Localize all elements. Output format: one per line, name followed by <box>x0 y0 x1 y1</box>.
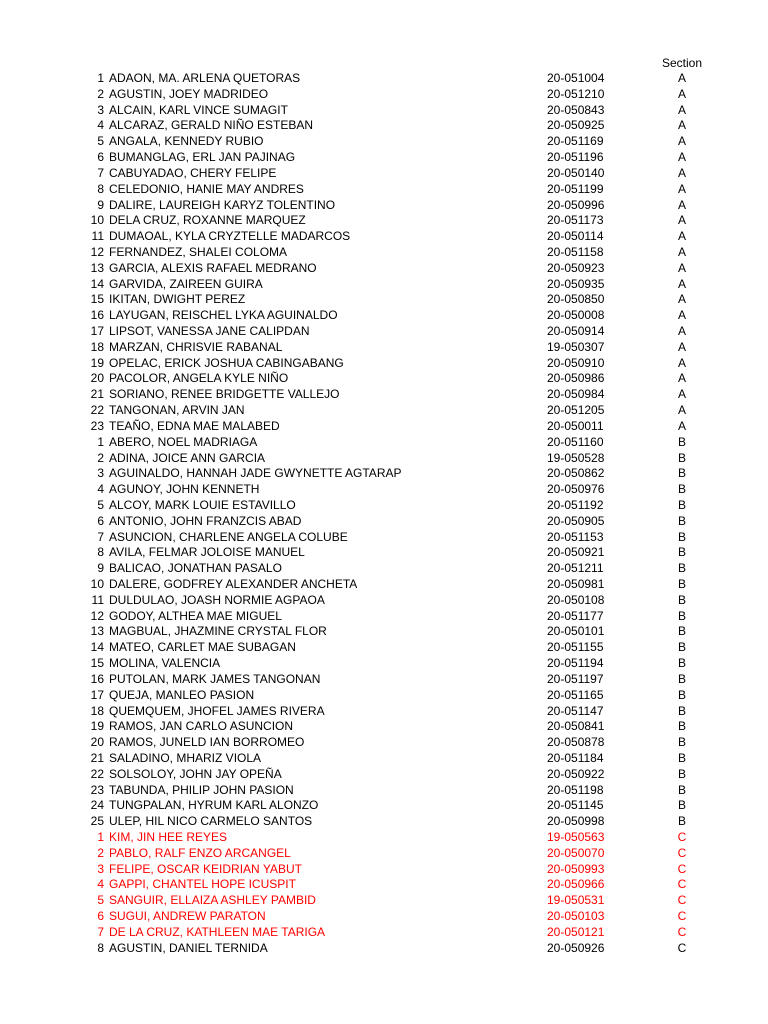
row-number: 14 <box>90 276 104 291</box>
student-id: 20-050140 <box>547 165 605 180</box>
section-cell: C <box>677 877 687 892</box>
row-number: 4 <box>97 877 104 892</box>
student-name: GARVIDA, ZAIREEN GUIRA <box>109 276 263 291</box>
table-row <box>0 530 768 546</box>
student-name: GODOY, ALTHEA MAE MIGUEL <box>109 608 282 623</box>
section-cell: B <box>677 703 686 718</box>
row-number: 12 <box>90 608 104 623</box>
student-id: 20-051169 <box>547 134 604 149</box>
student-id: 20-050008 <box>547 308 605 323</box>
table-row <box>0 498 768 514</box>
section-cell: A <box>677 86 686 101</box>
row-number: 15 <box>90 292 104 307</box>
student-id: 20-051211 <box>547 561 604 576</box>
row-number: 11 <box>91 592 104 607</box>
student-name: TEAÑO, EDNA MAE MALABED <box>109 418 280 433</box>
table-row <box>0 277 768 293</box>
row-number: 23 <box>90 782 104 797</box>
table-row <box>0 846 768 862</box>
student-id: 19-050528 <box>547 450 605 465</box>
table-row <box>0 798 768 814</box>
student-id: 20-051177 <box>547 608 604 623</box>
row-number: 22 <box>90 766 104 781</box>
student-id: 20-051158 <box>547 244 604 259</box>
section-cell: A <box>677 292 686 307</box>
section-cell: B <box>677 513 686 528</box>
section-cell: C <box>677 924 687 939</box>
row-number: 6 <box>97 513 104 528</box>
row-number: 25 <box>90 814 104 829</box>
section-cell: A <box>677 71 686 85</box>
student-name: ALCAIN, KARL VINCE SUMAGIT <box>109 102 288 117</box>
student-id: 20-051147 <box>547 703 604 718</box>
table-row <box>0 182 768 198</box>
student-id: 20-050922 <box>547 766 605 781</box>
student-name: GAPPI, CHANTEL HOPE ICUSPIT <box>109 877 296 892</box>
section-cell: B <box>677 592 686 607</box>
section-cell: B <box>677 814 686 829</box>
table-row <box>0 387 768 403</box>
student-name: ANGALA, KENNEDY RUBIO <box>109 134 264 149</box>
table-row <box>0 166 768 182</box>
student-id: 20-050981 <box>547 577 605 591</box>
row-number: 2 <box>97 86 104 101</box>
row-number: 10 <box>90 213 104 228</box>
row-number: 13 <box>90 260 104 275</box>
row-number: 14 <box>90 640 104 655</box>
student-name: SALADINO, MHARIZ VIOLA <box>109 750 262 765</box>
student-id: 20-050878 <box>547 735 605 750</box>
row-number: 1 <box>97 434 104 449</box>
table-row <box>0 150 768 166</box>
section-cell: B <box>677 719 686 734</box>
student-name: DULDULAO, JOASH NORMIE AGPAOA <box>109 592 325 607</box>
row-number: 16 <box>90 308 104 323</box>
table-row <box>0 482 768 498</box>
student-name: AGUSTIN, JOEY MADRIDEO <box>109 86 269 101</box>
row-number: 9 <box>97 561 104 576</box>
student-name: LIPSOT, VANESSA JANE CALIPDAN <box>109 324 310 338</box>
table-row <box>0 198 768 214</box>
section-cell: A <box>677 339 686 354</box>
section-cell: A <box>677 102 686 117</box>
table-row <box>0 941 768 957</box>
student-id: 20-050966 <box>547 877 605 892</box>
student-name: ALCARAZ, GERALD NIÑO ESTEBAN <box>109 118 314 133</box>
table-row <box>0 134 768 150</box>
student-id: 20-050935 <box>547 276 605 291</box>
row-number: 1 <box>97 71 104 85</box>
section-cell: C <box>677 845 687 860</box>
section-column-header: Section <box>661 56 703 70</box>
section-cell: A <box>677 260 686 275</box>
table-row <box>0 909 768 925</box>
section-cell: B <box>677 482 686 497</box>
table-row <box>0 704 768 720</box>
student-name: MATEO, CARLET MAE SUBAGAN <box>109 640 296 655</box>
row-number: 16 <box>90 671 104 686</box>
table-row <box>0 292 768 308</box>
section-cell: B <box>677 608 686 623</box>
section-cell: C <box>677 893 687 908</box>
section-cell: A <box>677 276 686 291</box>
row-number: 19 <box>90 719 104 734</box>
section-cell: B <box>677 735 686 750</box>
student-id: 20-050011 <box>547 418 604 433</box>
student-name: ASUNCION, CHARLENE ANGELA COLUBE <box>109 529 348 544</box>
section-cell: B <box>677 450 686 465</box>
row-number: 21 <box>90 387 104 402</box>
table-row <box>0 545 768 561</box>
table-row <box>0 466 768 482</box>
section-cell: B <box>677 671 686 686</box>
section-cell: A <box>677 418 686 433</box>
section-cell: A <box>677 229 686 244</box>
section-cell: A <box>677 387 686 402</box>
row-number: 5 <box>97 893 104 908</box>
row-number: 19 <box>90 355 104 370</box>
section-cell: A <box>677 213 686 228</box>
row-number: 1 <box>97 830 104 844</box>
row-number: 17 <box>90 324 104 338</box>
student-name: MOLINA, VALENCIA <box>109 656 221 671</box>
table-row <box>0 403 768 419</box>
table-row <box>0 245 768 261</box>
student-id: 20-051197 <box>547 671 604 686</box>
section-cell: B <box>677 434 686 449</box>
student-name: DALERE, GODFREY ALEXANDER ANCHETA <box>109 577 358 591</box>
student-name: PABLO, RALF ENZO ARCANGEL <box>109 845 291 860</box>
student-id: 20-050925 <box>547 118 605 133</box>
row-number: 2 <box>97 450 104 465</box>
table-row <box>0 561 768 577</box>
row-number: 8 <box>97 181 104 196</box>
student-name: SANGUIR, ELLAIZA ASHLEY PAMBID <box>109 893 316 908</box>
section-cell: C <box>677 909 687 924</box>
student-id: 20-050843 <box>547 102 605 117</box>
table-header <box>0 55 768 71</box>
table-row <box>0 514 768 530</box>
student-id: 20-050914 <box>547 324 605 338</box>
row-number: 9 <box>97 197 104 212</box>
row-number: 24 <box>90 798 104 813</box>
row-number: 5 <box>97 134 104 149</box>
student-name: AGUSTIN, DANIEL TERNIDA <box>109 940 268 955</box>
student-id: 20-050984 <box>547 387 605 402</box>
row-number: 7 <box>97 165 104 180</box>
table-row <box>0 877 768 893</box>
section-cell: B <box>677 466 686 481</box>
section-cell: A <box>677 118 686 133</box>
student-id: 20-050921 <box>547 545 605 560</box>
row-number: 8 <box>97 940 104 955</box>
student-name: ULEP, HIL NICO CARMELO SANTOS <box>109 814 313 829</box>
table-row <box>0 419 768 435</box>
student-id: 20-051155 <box>547 640 604 655</box>
section-cell: A <box>677 244 686 259</box>
student-name: BUMANGLAG, ERL JAN PAJINAG <box>109 150 296 165</box>
row-number: 6 <box>97 909 104 924</box>
student-id: 20-051198 <box>547 782 604 797</box>
student-id: 20-050993 <box>547 861 605 876</box>
student-name: ABERO, NOEL MADRIAGA <box>109 434 258 449</box>
table-row <box>0 814 768 830</box>
student-name: CELEDONIO, HANIE MAY ANDRES <box>109 181 304 196</box>
section-cell: C <box>677 861 687 876</box>
table-row <box>0 893 768 909</box>
student-id: 19-050531 <box>547 893 605 908</box>
table-row <box>0 213 768 229</box>
row-number: 18 <box>90 703 104 718</box>
student-name: DALIRE, LAUREIGH KARYZ TOLENTINO <box>109 197 336 212</box>
student-name: GARCIA, ALEXIS RAFAEL MEDRANO <box>109 260 317 275</box>
table-row <box>0 371 768 387</box>
table-row <box>0 735 768 751</box>
student-name: TUNGPALAN, HYRUM KARL ALONZO <box>109 798 319 813</box>
student-name: FELIPE, OSCAR KEIDRIAN YABUT <box>109 861 302 876</box>
student-name: DELA CRUZ, ROXANNE MARQUEZ <box>109 213 306 228</box>
student-name: MARZAN, CHRISVIE RABANAL <box>109 339 283 354</box>
student-name: LAYUGAN, REISCHEL LYKA AGUINALDO <box>109 308 338 323</box>
student-name: QUEMQUEM, JHOFEL JAMES RIVERA <box>109 703 325 718</box>
section-cell: A <box>677 403 686 418</box>
student-name: AVILA, FELMAR JOLOISE MANUEL <box>109 545 305 560</box>
row-number: 15 <box>90 656 104 671</box>
section-cell: B <box>677 750 686 765</box>
student-name: PACOLOR, ANGELA KYLE NIÑO <box>109 371 289 386</box>
student-name: KIM, JIN HEE REYES <box>109 830 228 844</box>
table-row <box>0 640 768 656</box>
section-cell: A <box>677 355 686 370</box>
row-number: 2 <box>97 845 104 860</box>
table-row <box>0 229 768 245</box>
student-name: RAMOS, JUNELD IAN BORROMEO <box>109 735 305 750</box>
student-name: ANTONIO, JOHN FRANZCIS ABAD <box>109 513 302 528</box>
row-number: 21 <box>90 750 104 765</box>
row-number: 20 <box>90 735 104 750</box>
section-cell: B <box>677 624 686 639</box>
student-id: 20-050926 <box>547 940 605 955</box>
student-name: ADINA, JOICE ANN GARCIA <box>109 450 266 465</box>
student-id: 20-051192 <box>547 497 604 512</box>
row-number: 3 <box>97 466 104 481</box>
section-cell: A <box>677 165 686 180</box>
row-number: 4 <box>97 118 104 133</box>
student-name: AGUINALDO, HANNAH JADE GWYNETTE AGTARAP <box>109 466 402 481</box>
student-id: 20-051184 <box>547 750 604 765</box>
table-row <box>0 783 768 799</box>
student-id: 20-051210 <box>547 86 605 101</box>
table-row <box>0 87 768 103</box>
section-cell: B <box>677 545 686 560</box>
table-row <box>0 609 768 625</box>
student-id: 20-051196 <box>547 150 604 165</box>
table-row <box>0 688 768 704</box>
student-id: 20-051004 <box>547 71 605 85</box>
section-cell: A <box>677 308 686 323</box>
student-id: 20-051173 <box>547 213 604 228</box>
student-id: 20-050121 <box>547 924 605 939</box>
student-id: 20-051153 <box>547 529 604 544</box>
student-list <box>0 71 768 957</box>
table-row <box>0 435 768 451</box>
row-number: 3 <box>97 102 104 117</box>
student-name: SOLSOLOY, JOHN JAY OPEÑA <box>109 766 282 781</box>
row-number: 8 <box>97 545 104 560</box>
table-row <box>0 261 768 277</box>
student-name: AGUNOY, JOHN KENNETH <box>109 482 260 497</box>
table-row <box>0 925 768 941</box>
row-number: 13 <box>90 624 104 639</box>
section-cell: B <box>677 687 686 702</box>
table-row <box>0 767 768 783</box>
student-name: BALICAO, JONATHAN PASALO <box>109 561 282 576</box>
table-row <box>0 577 768 593</box>
student-id: 20-051165 <box>547 687 604 702</box>
student-name: ADAON, MA. ARLENA QUETORAS <box>109 71 301 85</box>
student-id: 19-050563 <box>547 830 605 844</box>
row-number: 11 <box>91 229 104 244</box>
table-row <box>0 593 768 609</box>
student-name: CABUYADAO, CHERY FELIPE <box>109 165 277 180</box>
section-cell: C <box>677 940 687 955</box>
table-row <box>0 118 768 134</box>
student-name: DE LA CRUZ, KATHLEEN MAE TARIGA <box>109 924 326 939</box>
student-id: 20-050976 <box>547 482 605 497</box>
row-number: 23 <box>90 418 104 433</box>
row-number: 20 <box>90 371 104 386</box>
section-cell: B <box>677 529 686 544</box>
student-name: MAGBUAL, JHAZMINE CRYSTAL FLOR <box>109 624 327 639</box>
student-name: QUEJA, MANLEO PASION <box>109 687 255 702</box>
student-id: 20-050923 <box>547 260 605 275</box>
student-name: SUGUI, ANDREW PARATON <box>109 909 266 924</box>
table-row <box>0 308 768 324</box>
section-cell: A <box>677 324 686 338</box>
table-row <box>0 71 768 87</box>
table-row <box>0 103 768 119</box>
student-name: TANGONAN, ARVIN JAN <box>109 403 245 418</box>
section-cell: A <box>677 181 686 196</box>
table-row <box>0 324 768 340</box>
section-cell: B <box>677 561 686 576</box>
student-id: 20-051205 <box>547 403 605 418</box>
table-row <box>0 340 768 356</box>
row-number: 3 <box>97 861 104 876</box>
student-id: 20-050996 <box>547 197 605 212</box>
student-id: 20-050910 <box>547 355 605 370</box>
section-cell: B <box>677 766 686 781</box>
section-cell: A <box>677 197 686 212</box>
section-cell: A <box>677 134 686 149</box>
student-id: 20-050862 <box>547 466 605 481</box>
student-name: PUTOLAN, MARK JAMES TANGONAN <box>109 671 321 686</box>
table-row <box>0 624 768 640</box>
row-number: 22 <box>90 403 104 418</box>
student-id: 20-050841 <box>547 719 605 734</box>
row-number: 7 <box>97 529 104 544</box>
student-name: FERNANDEZ, SHALEI COLOMA <box>109 244 288 259</box>
student-id: 20-050850 <box>547 292 605 307</box>
table-row <box>0 751 768 767</box>
row-number: 17 <box>90 687 104 702</box>
table-row <box>0 656 768 672</box>
section-cell: B <box>677 656 686 671</box>
row-number: 12 <box>90 244 104 259</box>
table-row <box>0 451 768 467</box>
table-row <box>0 672 768 688</box>
student-id: 20-050103 <box>547 909 605 924</box>
section-cell: B <box>677 782 686 797</box>
student-id: 20-051199 <box>547 181 604 196</box>
student-id: 20-050986 <box>547 371 605 386</box>
student-id: 20-051145 <box>547 798 604 813</box>
student-id: 20-051160 <box>547 434 604 449</box>
student-id: 19-050307 <box>547 339 605 354</box>
row-number: 10 <box>90 577 104 591</box>
student-name: RAMOS, JAN CARLO ASUNCION <box>109 719 294 734</box>
section-cell: A <box>677 371 686 386</box>
table-row <box>0 830 768 846</box>
section-cell: B <box>677 497 686 512</box>
row-number: 18 <box>90 339 104 354</box>
table-row <box>0 719 768 735</box>
student-id: 20-050101 <box>547 624 605 639</box>
student-name: TABUNDA, PHILIP JOHN PASION <box>109 782 294 797</box>
section-cell: C <box>677 830 687 844</box>
row-number: 7 <box>97 924 104 939</box>
table-row <box>0 356 768 372</box>
student-name: DUMAOAL, KYLA CRYZTELLE MADARCOS <box>109 229 351 244</box>
row-number: 4 <box>97 482 104 497</box>
student-name: SORIANO, RENEE BRIDGETTE VALLEJO <box>109 387 340 402</box>
section-cell: B <box>677 798 686 813</box>
student-id: 20-050108 <box>547 592 605 607</box>
row-number: 6 <box>97 150 104 165</box>
student-id: 20-050905 <box>547 513 605 528</box>
student-id: 20-050114 <box>547 229 604 244</box>
student-id: 20-050998 <box>547 814 605 829</box>
section-cell: B <box>677 577 686 591</box>
student-id: 20-051194 <box>547 656 604 671</box>
table-row <box>0 862 768 878</box>
section-cell: B <box>677 640 686 655</box>
section-cell: A <box>677 150 686 165</box>
student-name: OPELAC, ERICK JOSHUA CABINGABANG <box>109 355 344 370</box>
row-number: 5 <box>97 497 104 512</box>
student-id: 20-050070 <box>547 845 605 860</box>
student-name: ALCOY, MARK LOUIE ESTAVILLO <box>109 497 296 512</box>
student-name: IKITAN, DWIGHT PEREZ <box>109 292 246 307</box>
